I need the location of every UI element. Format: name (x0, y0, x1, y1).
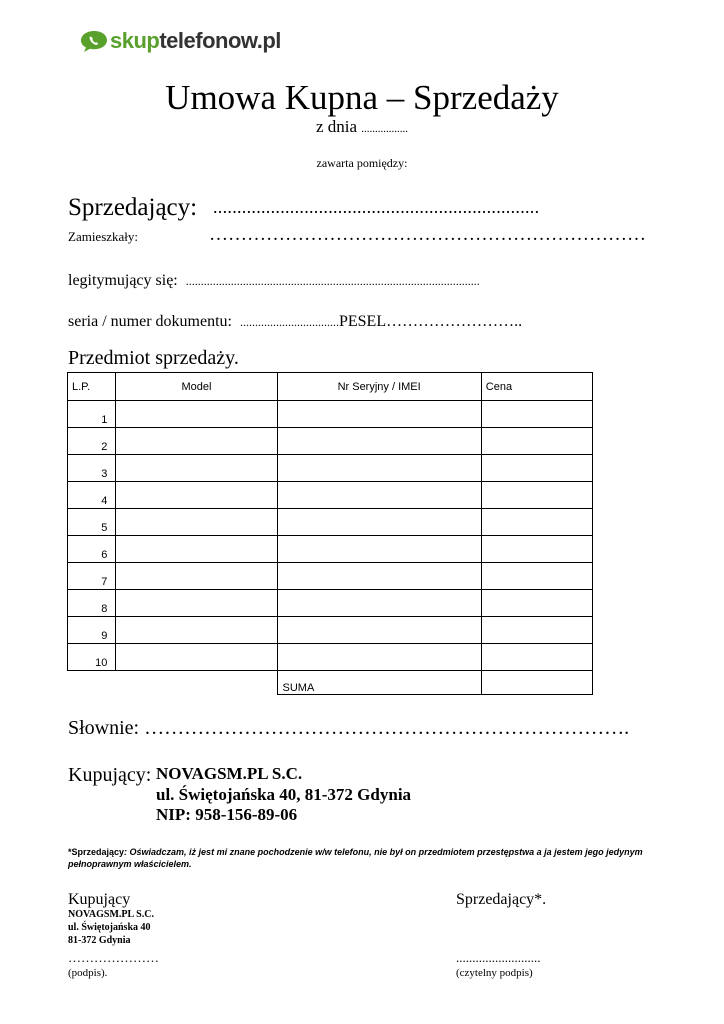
price-cell[interactable] (481, 563, 592, 590)
brand-logo (80, 26, 281, 56)
table-row (68, 482, 593, 509)
resident-field[interactable]: …………………………………………………………… (209, 224, 646, 245)
price-cell[interactable] (481, 401, 592, 428)
row-number: 5 (68, 509, 116, 536)
seller-declaration (68, 846, 658, 870)
header-imei: Nr Seryjny / IMEI (277, 373, 481, 401)
table-row (68, 536, 593, 563)
table-row (68, 455, 593, 482)
signature-buyer-caption: (podpis). (68, 967, 108, 979)
signature-buyer-company: NOVAGSM.PL S.C. (68, 909, 154, 920)
buyer-label: Kupujący: (68, 764, 152, 786)
signature-buyer-city: 81-372 Gdynia (68, 935, 131, 946)
model-cell[interactable] (116, 455, 277, 482)
pesel-field[interactable]: …………………….. (386, 313, 523, 330)
date-prefix: z dnia (315, 117, 358, 136)
price-cell[interactable] (481, 428, 592, 455)
resident-label: Zamieszkały: (68, 229, 139, 244)
price-cell[interactable] (481, 536, 592, 563)
sum-value-cell[interactable] (481, 671, 592, 695)
row-number: 8 (68, 590, 116, 617)
model-cell[interactable] (116, 509, 277, 536)
row-number: 2 (68, 428, 116, 455)
model-cell[interactable] (116, 617, 277, 644)
row-number: 6 (68, 536, 116, 563)
table-row (68, 428, 593, 455)
buyer-nip: NIP: 958-156-89-06 (156, 805, 298, 824)
imei-cell[interactable] (277, 590, 481, 617)
table-row (68, 563, 593, 590)
price-cell[interactable] (481, 509, 592, 536)
table-header-row (68, 373, 593, 401)
seller-name-field[interactable]: .................................................................... (213, 197, 540, 217)
table-row (68, 590, 593, 617)
subject-heading: Przedmiot sprzedaży. (68, 347, 239, 369)
document-title: Umowa Kupna – Sprzedaży (165, 78, 559, 117)
model-cell[interactable] (116, 482, 277, 509)
imei-cell[interactable] (277, 401, 481, 428)
buyer-address: ul. Świętojańska 40, 81-372 Gdynia (156, 785, 412, 804)
signature-seller-label: Sprzedający*. (456, 891, 547, 908)
model-cell[interactable] (116, 590, 277, 617)
row-number: 9 (68, 617, 116, 644)
row-number: 7 (68, 563, 116, 590)
buyer-name: NOVAGSM.PL S.C. (156, 764, 303, 783)
header-model: Model (116, 373, 277, 401)
model-cell[interactable] (116, 536, 277, 563)
table-row (68, 644, 593, 671)
header-lp: L.P. (68, 373, 116, 401)
doc-label: seria / numer dokumentu: (68, 313, 232, 330)
table-body (68, 401, 593, 671)
table-row (68, 509, 593, 536)
imei-cell[interactable] (277, 455, 481, 482)
brand-name (110, 28, 281, 54)
signature-buyer-field[interactable]: ………………… (68, 950, 159, 965)
id-label: legitymujący się: (68, 272, 178, 289)
price-cell[interactable] (481, 482, 592, 509)
row-number: 4 (68, 482, 116, 509)
signature-buyer-label: Kupujący (68, 891, 131, 908)
brand-prefix: skup (110, 28, 160, 53)
speech-bubble-phone-icon (80, 29, 108, 53)
seller-label: Sprzedający: (68, 194, 198, 221)
model-cell[interactable] (116, 428, 277, 455)
pesel-label: PESEL (338, 313, 387, 330)
sum-empty-2 (116, 671, 277, 695)
price-cell[interactable] (481, 590, 592, 617)
between-text: zawarta pomiędzy: (316, 156, 408, 170)
table-row (68, 617, 593, 644)
date-dots: ................. (361, 123, 409, 135)
brand-rest: telefonow.pl (159, 28, 281, 53)
imei-cell[interactable] (277, 536, 481, 563)
price-cell[interactable] (481, 644, 592, 671)
sum-row (68, 671, 593, 695)
sum-empty-1 (68, 671, 116, 695)
model-cell[interactable] (116, 401, 277, 428)
items-table (67, 372, 593, 695)
note-text: : Oświadczam, iż jest mi znane pochodzenie w/w telefonu, nie był on przedmiotem przestępstwa a ja jestem jego jedynym pełnoprawnym właścicielem. (68, 847, 643, 869)
date-line (0, 117, 724, 137)
document-line (68, 313, 522, 331)
header-price: Cena (481, 373, 592, 401)
signature-seller-caption: (czytelny podpis) (456, 967, 533, 979)
row-number: 10 (68, 644, 116, 671)
model-cell[interactable] (116, 563, 277, 590)
row-number: 1 (68, 401, 116, 428)
imei-cell[interactable] (277, 644, 481, 671)
sum-label: SUMA (277, 671, 481, 695)
id-field[interactable]: .................................................................................................. (185, 274, 480, 288)
imei-cell[interactable] (277, 428, 481, 455)
signature-seller-field[interactable]: .......................... (456, 950, 541, 965)
amount-in-words-field[interactable]: Słownie: ………………………………………………………………. (68, 717, 630, 739)
note-prefix: *Sprzedający (68, 847, 125, 857)
doc-number-field[interactable]: ................................. (239, 315, 339, 329)
table-row (68, 401, 593, 428)
model-cell[interactable] (116, 644, 277, 671)
imei-cell[interactable] (277, 617, 481, 644)
imei-cell[interactable] (277, 563, 481, 590)
price-cell[interactable] (481, 455, 592, 482)
price-cell[interactable] (481, 617, 592, 644)
signature-buyer-street: ul. Świętojańska 40 (68, 922, 151, 933)
imei-cell[interactable] (277, 509, 481, 536)
id-line (68, 272, 480, 290)
imei-cell[interactable] (277, 482, 481, 509)
row-number: 3 (68, 455, 116, 482)
